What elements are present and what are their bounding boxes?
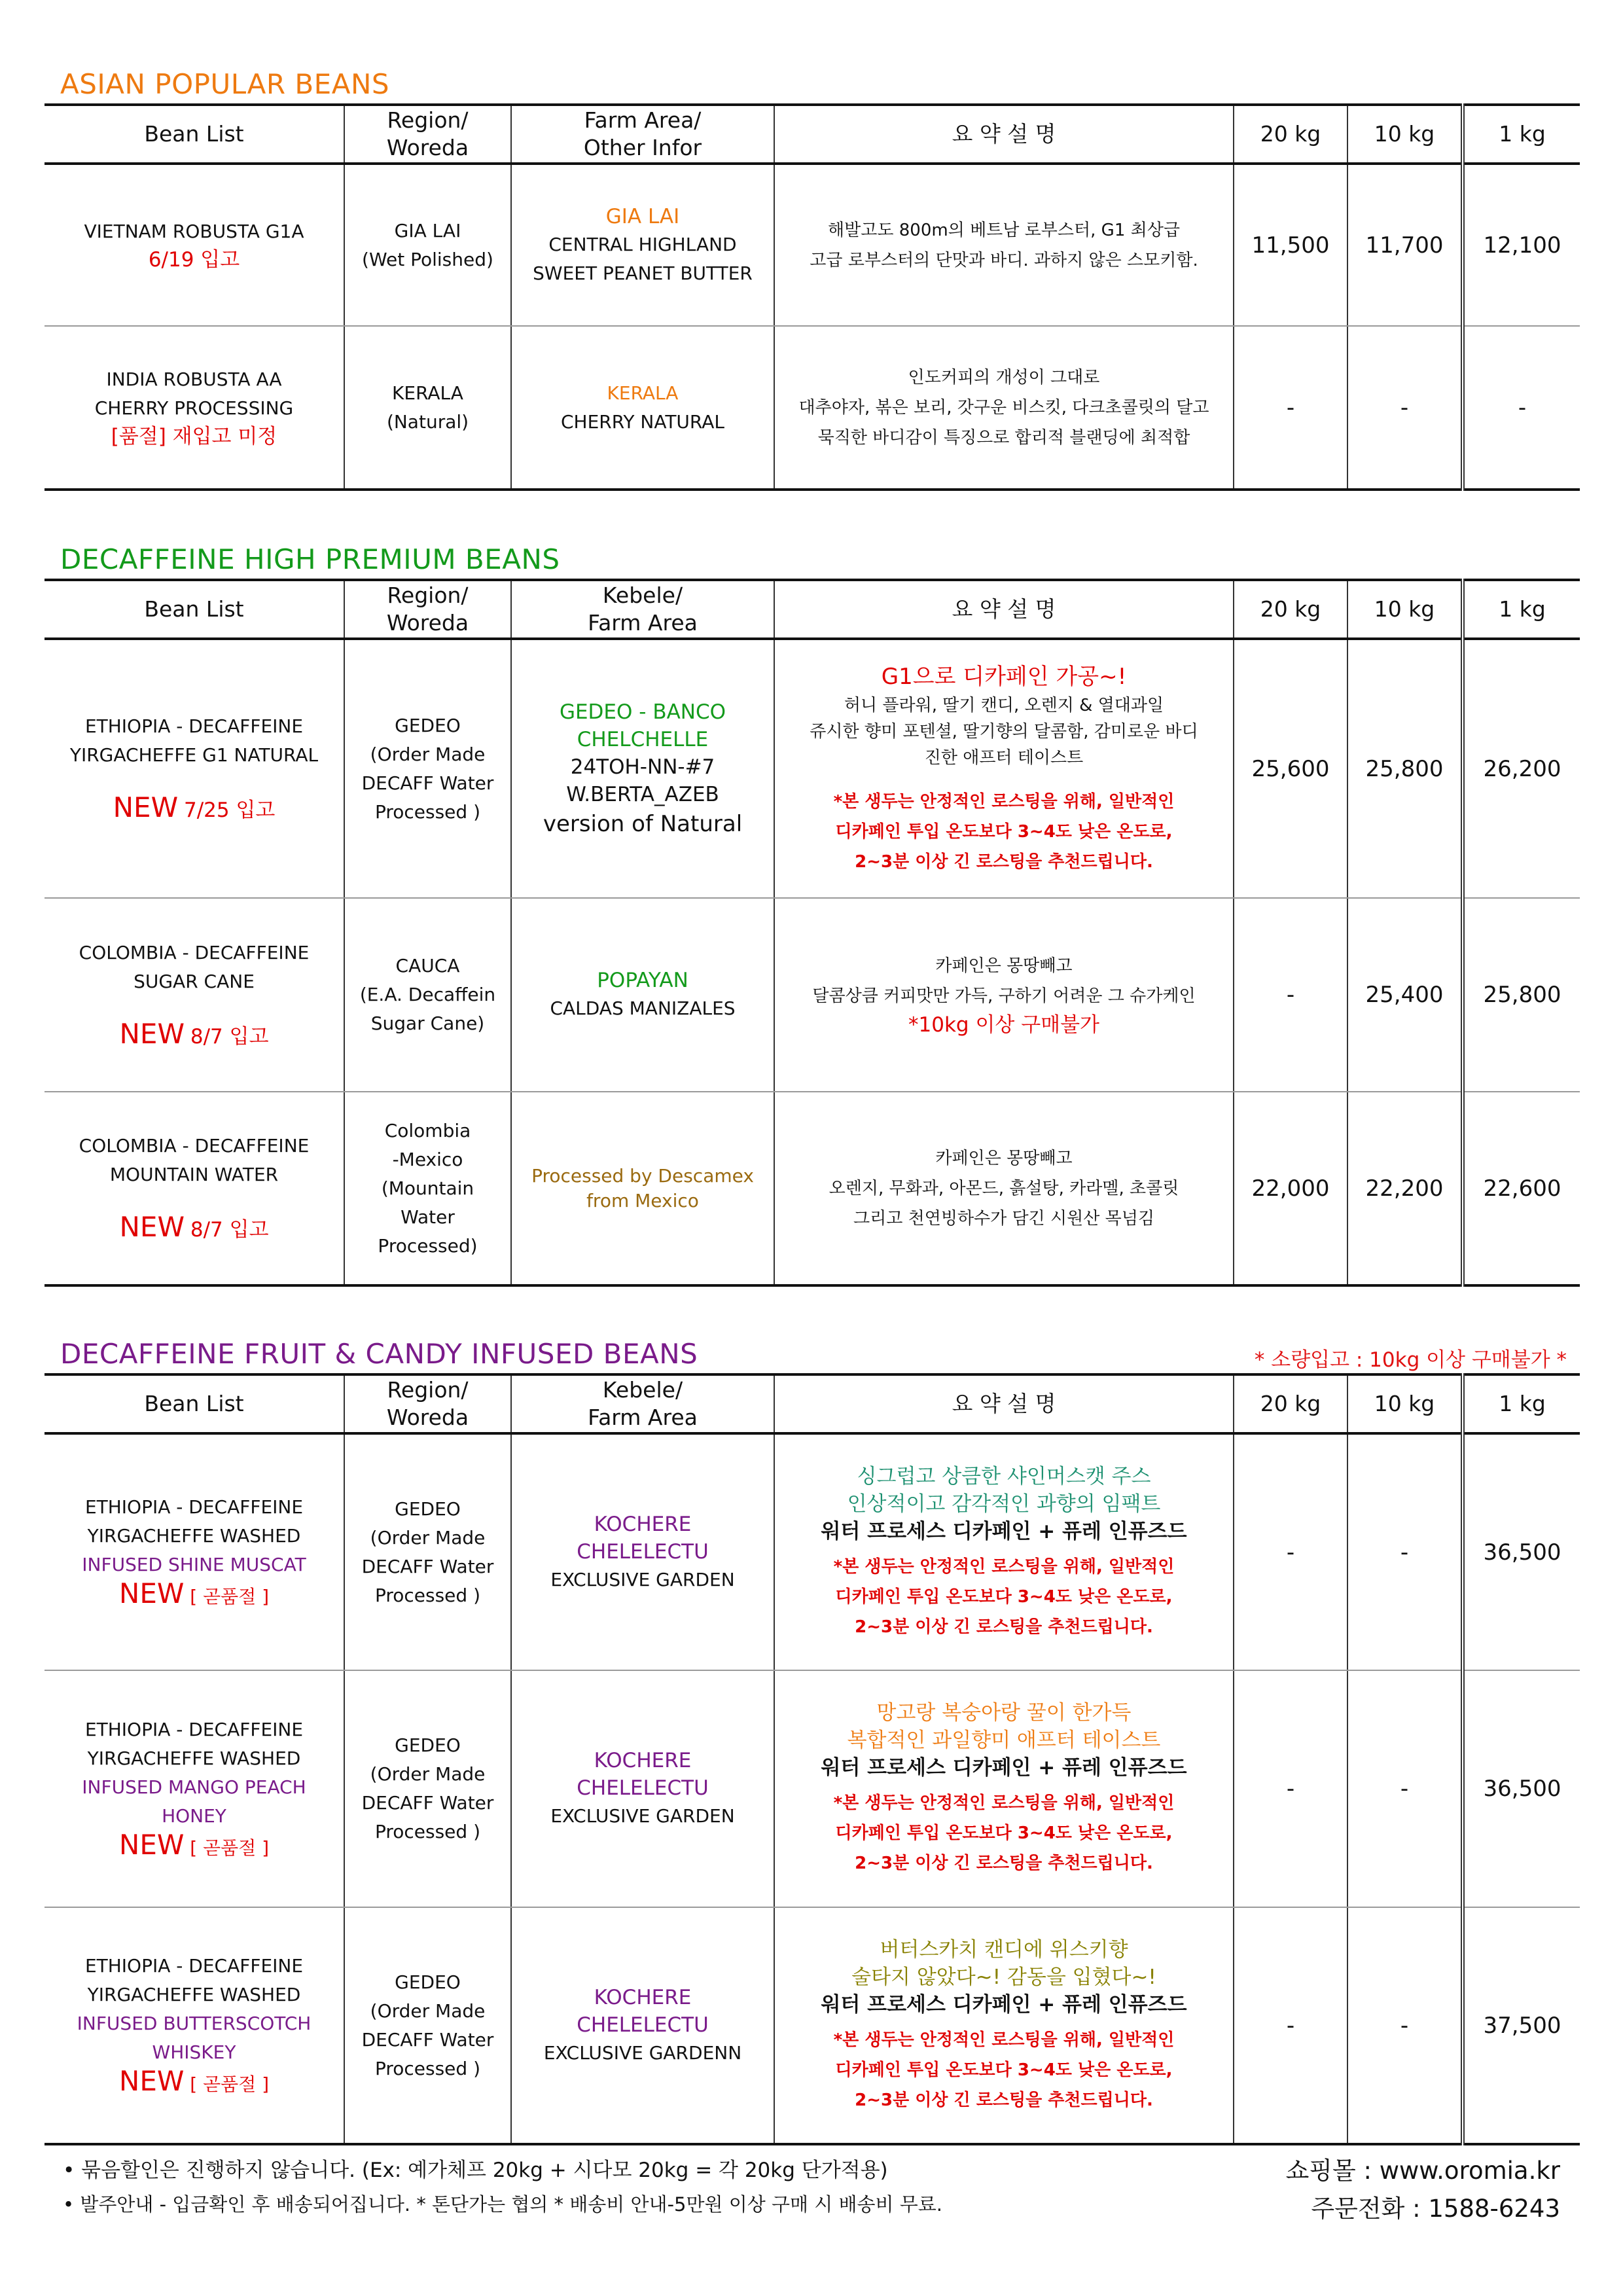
region: CAUCA (E.A. Decaffein Sugar Cane) — [344, 898, 511, 1092]
price-1kg: 36,500 — [1463, 1670, 1580, 1907]
price-20kg: - — [1234, 326, 1347, 490]
price-10kg: - — [1347, 1670, 1463, 1907]
header-1kg: 1 kg — [1463, 580, 1580, 639]
price-10kg: 25,800 — [1347, 639, 1463, 898]
header-bean-list: Bean List — [45, 1374, 344, 1433]
header-region: Region/ Woreda — [344, 580, 511, 639]
price-20kg: - — [1234, 1907, 1347, 2144]
farm-area: KOCHERE CHELELECTU EXCLUSIVE GARDEN — [511, 1433, 774, 1670]
bean-name: COLOMBIA - DECAFFEINE SUGAR CANE NEW 8/7 입고 — [45, 898, 344, 1092]
header-20kg: 20 kg — [1234, 1374, 1347, 1433]
description: 싱그럽고 상큼한 샤인머스캣 주스 인상적이고 감각적인 과향의 임팩트 워터 프로세스 디카페인 + 퓨레 인퓨즈드 *본 생두는 안정적인 로스팅을 위해, 일반적인 디카페인 투입 온도보다 3~4도 낮은 온도로, 2~3분 이상 긴 로스팅을 추천드립니다. — [774, 1433, 1234, 1670]
bean-name: ETHIOPIA - DECAFFEINE YIRGACHEFFE WASHED INFUSED MANGO PEACH HONEY NEW [ 곧품절 ] — [45, 1670, 344, 1907]
table-row — [45, 639, 1580, 898]
bean-name: COLOMBIA - DECAFFEINE MOUNTAIN WATER NEW 8/7 입고 — [45, 1092, 344, 1285]
price-20kg: 22,000 — [1234, 1092, 1347, 1285]
bean-name: INDIA ROBUSTA AA CHERRY PROCESSING [품절] 재입고 미정 — [45, 326, 344, 490]
infused-header-row — [45, 1374, 1580, 1433]
region: GEDEO (Order Made DECAFF Water Processed ) — [344, 1433, 511, 1670]
table-row — [45, 1433, 1580, 1670]
header-kebele: Kebele/ Farm Area — [511, 1374, 774, 1433]
farm-area: KOCHERE CHELELECTU EXCLUSIVE GARDENN — [511, 1907, 774, 2144]
header-1kg: 1 kg — [1463, 105, 1580, 164]
header-region: Region/ Woreda — [344, 105, 511, 164]
price-20kg: - — [1234, 898, 1347, 1092]
header-region: Region/ Woreda — [344, 1374, 511, 1433]
table-row — [45, 326, 1580, 490]
header-description: 요 약 설 명 — [774, 105, 1234, 164]
farm-area: GEDEO - BANCO CHELCHELLE 24TOH-NN-#7 W.BERTA_AZEB version of Natural — [511, 639, 774, 898]
table-row — [45, 1670, 1580, 1907]
footer-note-discount: • 묶음할인은 진행하지 않습니다. (Ex: 예가체프 20kg + 시다모 20kg = 각 20kg 단가적용) — [63, 2159, 888, 2182]
region: GEDEO (Order Made DECAFF Water Processed ) — [344, 1907, 511, 2144]
infused-table — [45, 1373, 1580, 2145]
price-10kg: - — [1347, 326, 1463, 490]
bean-name: ETHIOPIA - DECAFFEINE YIRGACHEFFE WASHED INFUSED SHINE MUSCAT NEW [ 곧품절 ] — [45, 1433, 344, 1670]
header-20kg: 20 kg — [1234, 580, 1347, 639]
price-10kg: 25,400 — [1347, 898, 1463, 1092]
price-20kg: 25,600 — [1234, 639, 1347, 898]
price-10kg: 22,200 — [1347, 1092, 1463, 1285]
table-row — [45, 164, 1580, 326]
price-1kg: - — [1463, 326, 1580, 490]
farm-area: Processed by Descamex from Mexico — [511, 1092, 774, 1285]
bean-name: ETHIOPIA - DECAFFEINE YIRGACHEFFE G1 NATURAL NEW 7/25 입고 — [45, 639, 344, 898]
table-row — [45, 898, 1580, 1092]
table-row — [45, 1092, 1580, 1285]
asian-table — [45, 103, 1580, 491]
region: KERALA (Natural) — [344, 326, 511, 490]
footer-note-order: • 발주안내 - 입금확인 후 배송되어집니다. * 톤단가는 협의 * 배송비 안내-5만원 이상 구매 시 배송비 무료. — [63, 2193, 942, 2215]
asian-header-row — [45, 105, 1580, 164]
price-10kg: - — [1347, 1433, 1463, 1670]
description: 카페인은 몽땅빼고 달콤상큼 커피맛만 가득, 구하기 어려운 그 슈가케인 *10kg 이상 구매불가 — [774, 898, 1234, 1092]
decaf-section-title: DECAFFEINE HIGH PREMIUM BEANS — [60, 543, 560, 575]
price-10kg: 11,700 — [1347, 164, 1463, 326]
header-1kg: 1 kg — [1463, 1374, 1580, 1433]
asian-section-title: ASIAN POPULAR BEANS — [60, 68, 390, 100]
footer-shop-link[interactable]: 쇼핑몰 : www.oromia.kr — [1285, 2157, 1560, 2185]
infused-section — [45, 1335, 1580, 2147]
description: 망고랑 복숭아랑 꿀이 한가득 복합적인 과일향미 애프터 테이스트 워터 프로세스 디카페인 + 퓨레 인퓨즈드 *본 생두는 안정적인 로스팅을 위해, 일반적인 디카페인 투입 온도보다 3~4도 낮은 온도로, 2~3분 이상 긴 로스팅을 추천드립니다. — [774, 1670, 1234, 1907]
header-farm: Farm Area/ Other Infor — [511, 105, 774, 164]
header-bean-list: Bean List — [45, 580, 344, 639]
decaf-section — [45, 541, 1580, 1293]
asian-section — [45, 65, 1580, 497]
infused-section-title: DECAFFEINE FRUIT & CANDY INFUSED BEANS — [60, 1338, 698, 1370]
price-20kg: - — [1234, 1433, 1347, 1670]
price-1kg: 36,500 — [1463, 1433, 1580, 1670]
footer-phone: 주문전화 : 1588-6243 — [1311, 2195, 1560, 2223]
description: 해발고도 800m의 베트남 로부스터, G1 최상급 고급 로부스터의 단맛과 바디. 과하지 않은 스모키함. — [774, 164, 1234, 326]
price-1kg: 12,100 — [1463, 164, 1580, 326]
header-description: 요 약 설 명 — [774, 580, 1234, 639]
description: G1으로 디카페인 가공~! 허니 플라워, 딸기 캔디, 오렌지 & 열대과일 쥬시한 향미 포텐셜, 딸기향의 달콤함, 감미로운 바디 진한 애프터 테이스트 *본 생두는 안정적인 로스팅을 위해, 일반적인 디카페인 투입 온도보다 3~4도 낮은 온도로, 2~3분 이상 긴 로스팅을 추천드립니다. — [774, 639, 1234, 898]
header-10kg: 10 kg — [1347, 105, 1463, 164]
header-20kg: 20 kg — [1234, 105, 1347, 164]
region: GEDEO (Order Made DECAFF Water Processed ) — [344, 639, 511, 898]
region: GIA LAI (Wet Polished) — [344, 164, 511, 326]
price-20kg: - — [1234, 1670, 1347, 1907]
header-10kg: 10 kg — [1347, 1374, 1463, 1433]
price-1kg: 37,500 — [1463, 1907, 1580, 2144]
farm-area: KOCHERE CHELELECTU EXCLUSIVE GARDEN — [511, 1670, 774, 1907]
description: 인도커피의 개성이 그대로 대추야자, 볶은 보리, 갓구운 비스킷, 다크초콜릿의 달고 묵직한 바디감이 특징으로 합리적 블랜딩에 최적합 — [774, 326, 1234, 490]
price-1kg: 25,800 — [1463, 898, 1580, 1092]
description: 카페인은 몽땅빼고 오렌지, 무화과, 아몬드, 흙설탕, 카라멜, 초콜릿 그리고 천연빙하수가 담긴 시원산 목넘김 — [774, 1092, 1234, 1285]
price-1kg: 26,200 — [1463, 639, 1580, 898]
farm-area: KERALA CHERRY NATURAL — [511, 326, 774, 490]
description: 버터스카치 캔디에 위스키향 술타지 않았다~! 감동을 입혔다~! 워터 프로세스 디카페인 + 퓨레 인퓨즈드 *본 생두는 안정적인 로스팅을 위해, 일반적인 디카페인 투입 온도보다 3~4도 낮은 온도로, 2~3분 이상 긴 로스팅을 추천드립니다. — [774, 1907, 1234, 2144]
decaf-table — [45, 579, 1580, 1287]
price-1kg: 22,600 — [1463, 1092, 1580, 1285]
farm-area: GIA LAI CENTRAL HIGHLAND SWEET PEANET BUTTER — [511, 164, 774, 326]
farm-area: POPAYAN CALDAS MANIZALES — [511, 898, 774, 1092]
price-10kg: - — [1347, 1907, 1463, 2144]
table-row — [45, 1907, 1580, 2144]
header-10kg: 10 kg — [1347, 580, 1463, 639]
bean-name: ETHIOPIA - DECAFFEINE YIRGACHEFFE WASHED INFUSED BUTTERSCOTCH WHISKEY NEW [ 곧품절 ] — [45, 1907, 344, 2144]
header-description: 요 약 설 명 — [774, 1374, 1234, 1433]
infused-note: * 소량입고 : 10kg 이상 구매불가 * — [1254, 1348, 1567, 1372]
header-bean-list: Bean List — [45, 105, 344, 164]
region: GEDEO (Order Made DECAFF Water Processed ) — [344, 1670, 511, 1907]
header-kebele: Kebele/ Farm Area — [511, 580, 774, 639]
price-20kg: 11,500 — [1234, 164, 1347, 326]
decaf-header-row — [45, 580, 1580, 639]
bean-name: VIETNAM ROBUSTA G1A 6/19 입고 — [45, 164, 344, 326]
region: Colombia -Mexico (Mountain Water Processed) — [344, 1092, 511, 1285]
